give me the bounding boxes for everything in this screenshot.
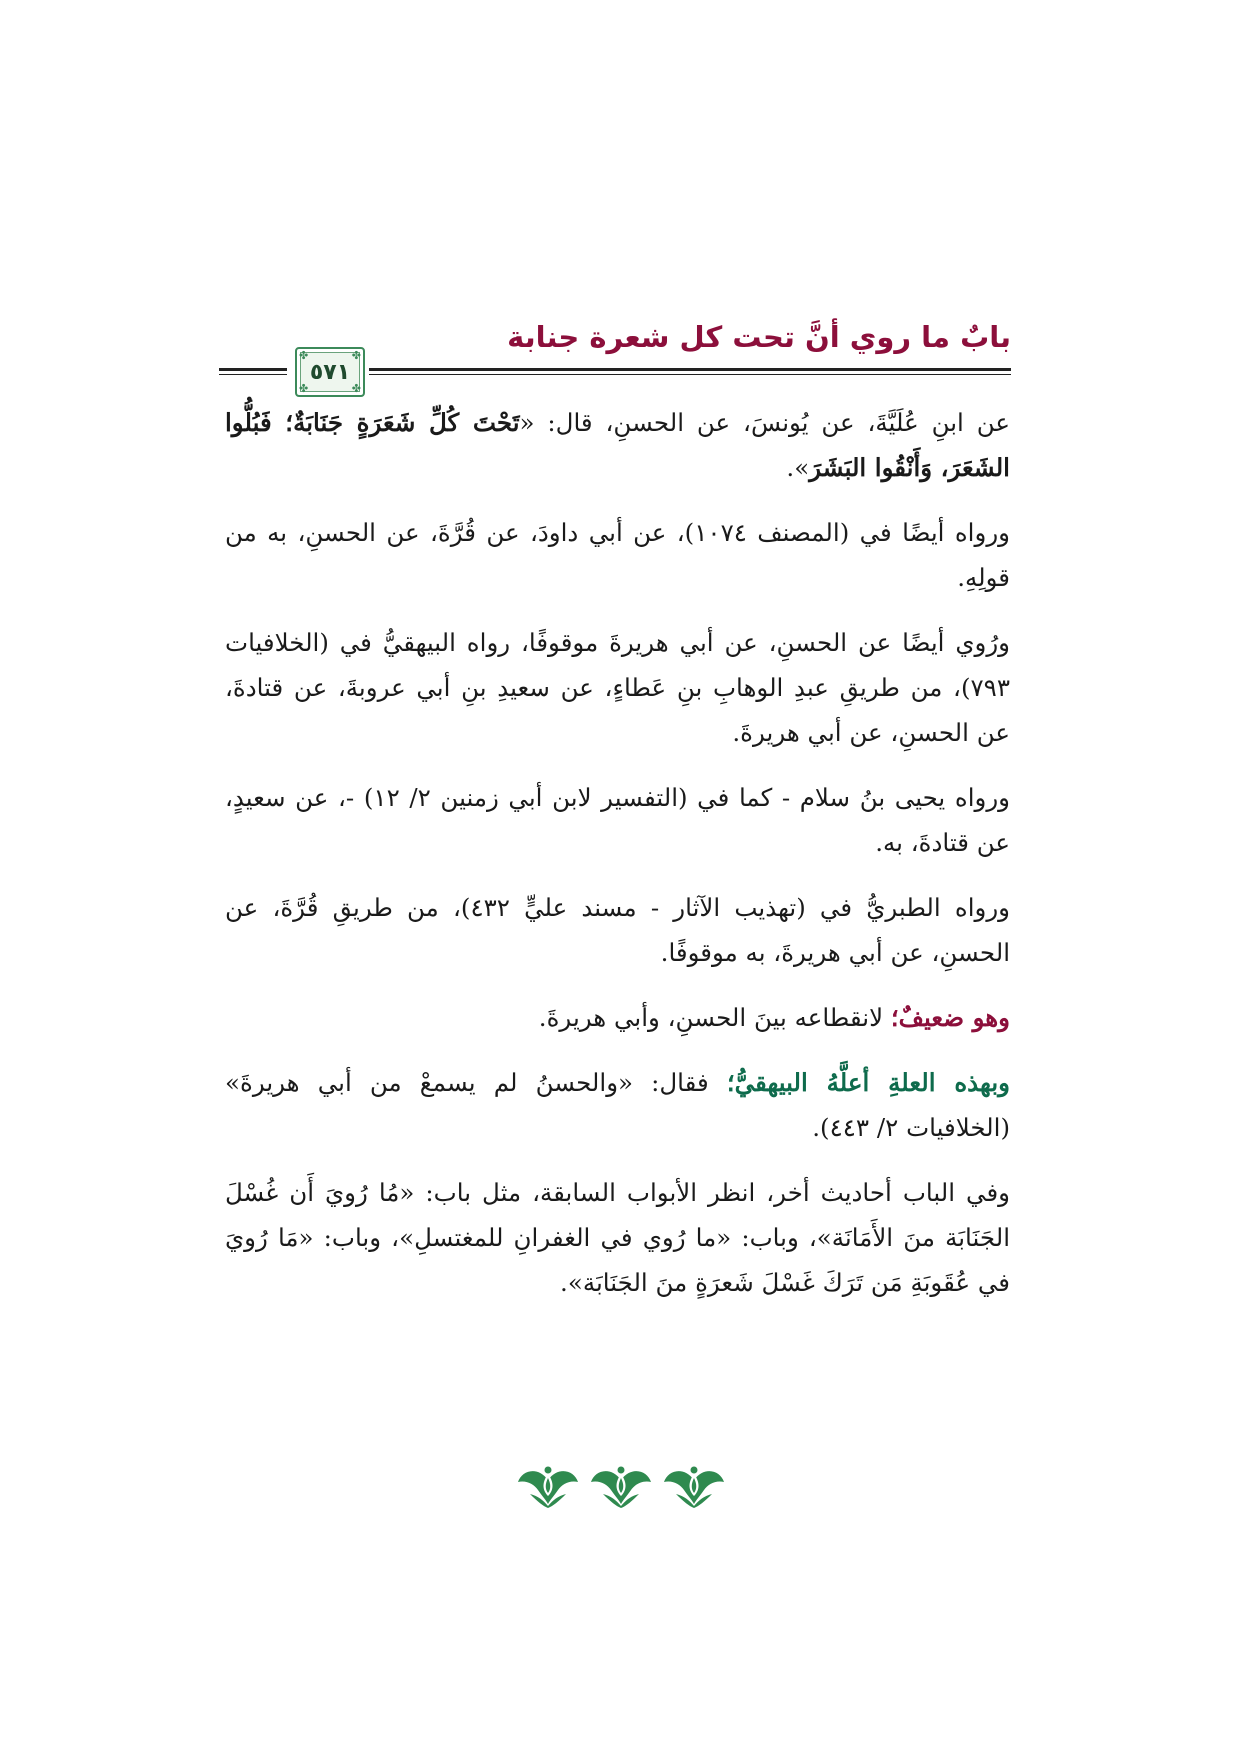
paragraph-7 <box>225 1060 1010 1150</box>
page-number: ٥٧١ <box>309 359 351 385</box>
corner-ornament-icon: ✤ <box>299 382 309 395</box>
corner-ornament-icon: ✤ <box>299 349 309 362</box>
ruling-text: لانقطاعه بينَ الحسنِ، وأبي هريرةَ. <box>538 1003 891 1032</box>
defect-text: فقال: «والحسنُ لم يسمعْ من أبي هريرةَ» (الخلافيات ٢/ ٤٤٣). <box>225 1068 1010 1142</box>
paragraph-5: ورواه الطبريُّ في (تهذيب الآثار - مسند عليٍّ ٤٣٢)، من طريقِ قُرَّةَ، عن الحسنِ، عن أبي هريرةَ، به موقوفًا. <box>225 893 1011 967</box>
flower-ornament-icon <box>591 1467 651 1509</box>
page-number-frame <box>295 347 365 397</box>
header-rule-left <box>219 368 287 376</box>
defect-label: وبهذه العلةِ أعلَّهُ البيهقيُّ؛ <box>726 1068 1010 1097</box>
paragraph-6 <box>225 995 1010 1040</box>
quoted-saying: تَحْتَ كُلِّ شَعَرَةٍ جَنَابَةٌ؛ فَبُلُّوا الشَعَرَ، وَأَنْقُوا البَشَرَ <box>225 408 1010 482</box>
paragraph-4: ورواه يحيى بنُ سلام - كما في (التفسير لابن أبي زمنين ٢/ ١٢) -، عن سعيدٍ، عن قتادةَ، به. <box>225 783 1010 857</box>
paragraph-2: ورواه أيضًا في (المصنف ١٠٧٤)، عن أبي داودَ، عن قُرَّةَ، عن الحسنِ، به من قولِهِ. <box>225 518 1010 592</box>
paragraph-1 <box>225 400 1010 490</box>
page-header <box>219 300 1011 395</box>
footer-ornament <box>516 1460 726 1512</box>
chapter-title: بابٌ ما روي أنَّ تحت كل شعرة جنابة <box>507 320 1011 354</box>
paragraph-1-lead: عن ابنِ عُلَيَّةَ، عن يُونسَ، عن الحسنِ، قال: « <box>519 408 1010 437</box>
corner-ornament-icon: ✤ <box>351 349 361 362</box>
flower-ornament-icon <box>664 1467 724 1509</box>
paragraph-1-close: ». <box>786 453 810 482</box>
ruling-label: وهو ضعيفٌ؛ <box>890 1003 1010 1032</box>
paragraph-8: وفي الباب أحاديث أخر، انظر الأبواب السابقة، مثل باب: «مُا رُويَ أَن غُسْلَ الجَنَابَة منَ الأَمَانَة»، وباب: «ما رُوي في الغفرانِ للمغتسلِ»، وباب: «مَا رُويَ في عُقَوبَةِ مَن تَرَكَ غَسْلَ شَعرَةٍ منَ الجَنَابَة». <box>225 1178 1010 1297</box>
paragraph-3: ورُوي أيضًا عن الحسنِ، عن أبي هريرةَ موقوفًا، رواه البيهقيُّ في (الخلافيات ٧٩٣)، من طريقِ عبدِ الوهابِ بنِ عَطاءٍ، عن سعيدِ بنِ أبي عروبةَ، عن قتادةَ، عن الحسنِ، عن أبي هريرةَ. <box>225 628 1010 747</box>
flower-ornament-icon <box>518 1467 578 1509</box>
corner-ornament-icon: ✤ <box>351 382 361 395</box>
header-rule-right <box>369 368 1011 376</box>
main-text <box>225 400 1010 1305</box>
